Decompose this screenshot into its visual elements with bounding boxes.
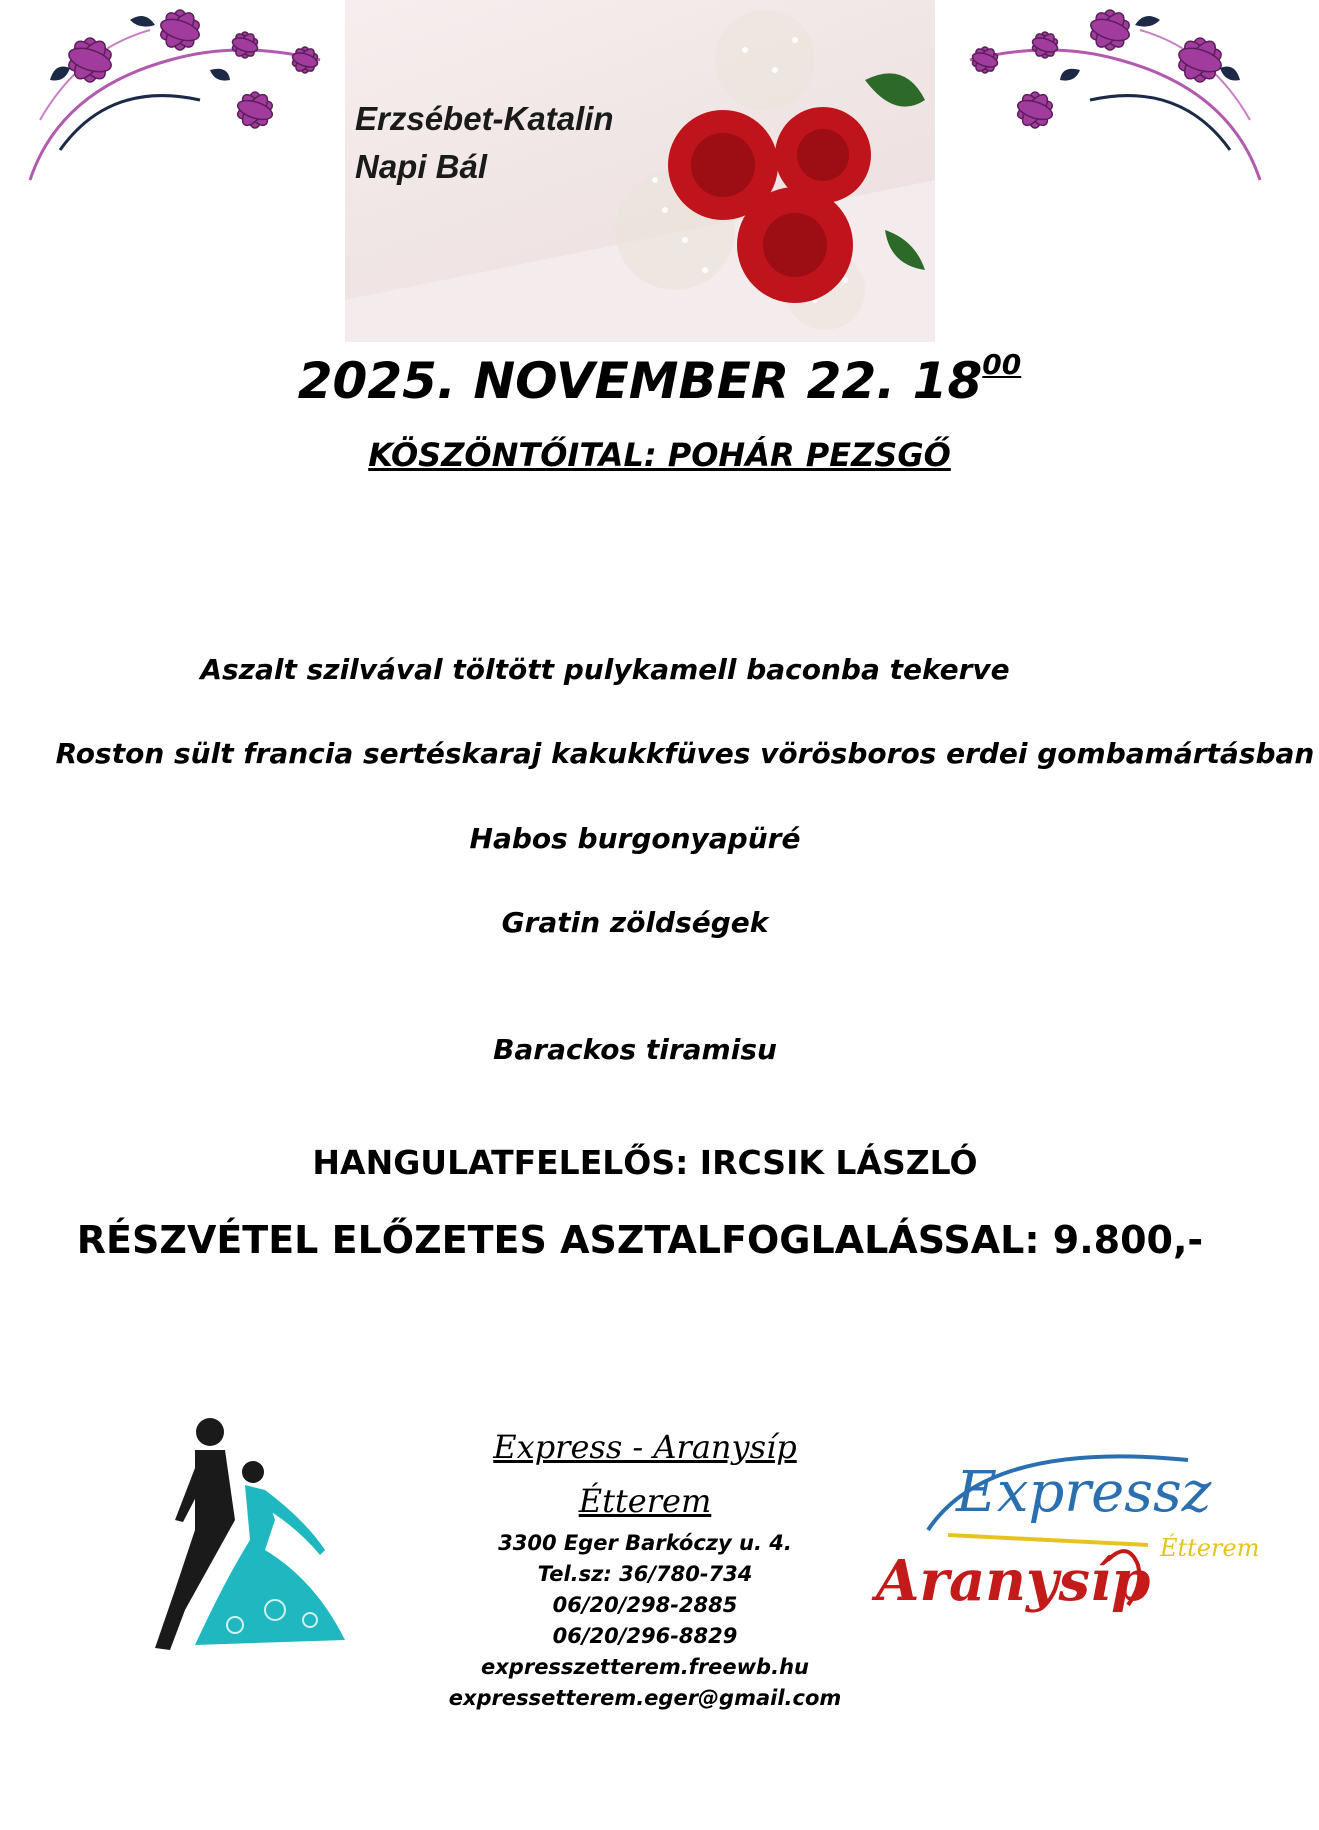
- venue-mobile-1: 06/20/298-2885: [552, 1593, 738, 1617]
- menu-item: Aszalt szilvával töltött pulykamell baconba tekerve: [200, 653, 1010, 686]
- venue-name-line1: Express - Aranysíp: [493, 1428, 797, 1466]
- event-date: [0, 348, 1319, 410]
- venue-info: [440, 1420, 850, 1714]
- restaurant-logo: [868, 1420, 1268, 1660]
- menu-item: Roston sült francia sertéskaraj kakukkfüves vörösboros erdei gombamártásban: [55, 737, 1315, 770]
- logo-etterem: Étterem: [1160, 1534, 1260, 1562]
- flower-ornament-right-icon: [960, 0, 1270, 210]
- venue-phone: Tel.sz: 36/780-734: [537, 1562, 753, 1586]
- host-line: HANGULATFELELŐS: IRCSIK LÁSZLÓ: [312, 1143, 978, 1182]
- logo-aranysip: Aranysíp: [876, 1548, 1151, 1614]
- event-date-text: 2025. NOVEMBER 22. 18: [297, 352, 983, 410]
- event-time-minutes: 00: [982, 348, 1022, 381]
- menu-item: Habos burgonyapüré: [469, 822, 801, 855]
- venue-name-line2: Étterem: [578, 1482, 712, 1520]
- venue-address: 3300 Eger Barkóczy u. 4.: [498, 1531, 792, 1555]
- venue-email: expressetterem.eger@gmail.com: [448, 1686, 842, 1710]
- banner-title-line1: Erzsébet-Katalin: [355, 100, 614, 137]
- venue-mobile-2: 06/20/296-8829: [552, 1624, 738, 1648]
- flower-ornament-left-icon: [20, 0, 330, 210]
- banner-image: [345, 0, 935, 342]
- logo-expressz: Expressz: [956, 1460, 1212, 1525]
- venue-website: expresszetterem.freewb.hu: [481, 1655, 809, 1679]
- price-line: RÉSZVÉTEL ELŐZETES ASZTALFOGLALÁSSAL: 9.800,-: [76, 1218, 1204, 1262]
- menu-item: Gratin zöldségek: [501, 906, 769, 939]
- banner-title-line2: Napi Bál: [355, 148, 488, 185]
- welcome-drink: KÖSZÖNTŐITAL: POHÁR PEZSGŐ: [368, 436, 951, 474]
- menu-item: Barackos tiramisu: [493, 1033, 777, 1066]
- dancing-couple-icon: [75, 1410, 355, 1660]
- banner-title: [355, 95, 614, 191]
